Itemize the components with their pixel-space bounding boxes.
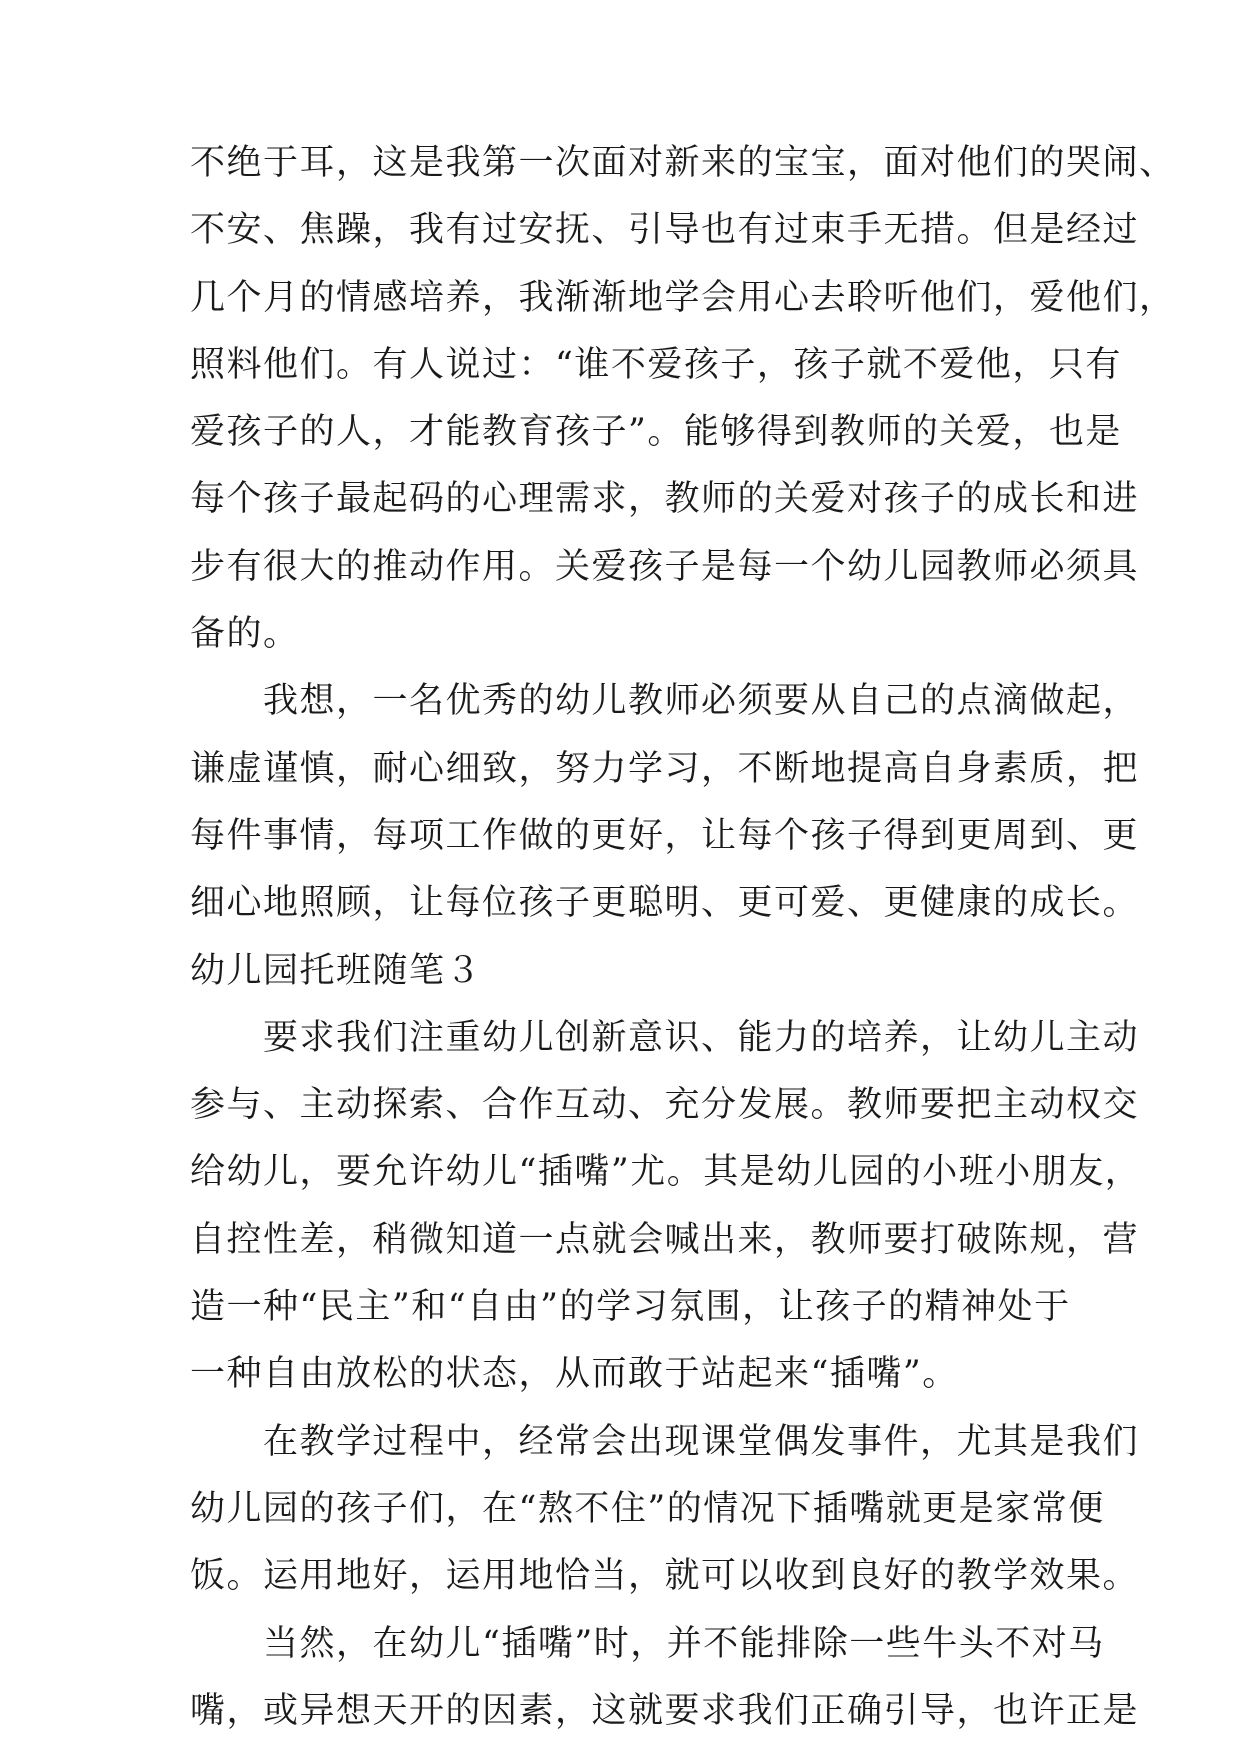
text-line: 步有很大的推动作用。关爱孩子是每一个幼儿园教师必须具 <box>190 546 1140 587</box>
text-line: 几个月的情感培养，我渐渐地学会用心去聆听他们，爱他们， <box>190 277 1176 318</box>
text-line: 每个孩子最起码的心理需求，教师的关爱对孩子的成长和进 <box>190 479 1140 520</box>
text-line: 幼儿园的孩子们，在“熬不住”的情况下插嘴就更是家常便 <box>190 1488 1105 1529</box>
text-line: 参与、主动探索、合作互动、充分发展。教师要把主动权交 <box>190 1085 1140 1126</box>
section-heading: 幼儿园托班随笔３ <box>190 950 483 991</box>
text-line: 备的。 <box>190 614 300 655</box>
text-line: 我想，一名优秀的幼儿教师必须要从自己的点滴做起， <box>190 681 1140 722</box>
text-line: 要求我们注重幼儿创新意识、能力的培养，让幼儿主动 <box>190 1017 1140 1058</box>
text-line: 谦虚谨慎，耐心细致，努力学习，不断地提高自身素质，把 <box>190 748 1140 789</box>
text-line: 一种自由放松的状态，从而敢于站起来“插嘴”。 <box>190 1354 959 1395</box>
text-line: 自控性差，稍微知道一点就会喊出来，教师要打破陈规，营 <box>190 1219 1140 1260</box>
text-line: 饭。运用地好，运用地恰当，就可以收到良好的教学效果。 <box>190 1556 1140 1597</box>
document-body <box>190 130 1176 1745</box>
text-line: 给幼儿，要允许幼儿“插嘴”尤。其是幼儿园的小班小朋友， <box>190 1152 1142 1193</box>
text-line: 不绝于耳，这是我第一次面对新来的宝宝，面对他们的哭闹、 <box>190 143 1176 183</box>
text-line: 不安、焦躁，我有过安抚、引导也有过束手无措。但是经过 <box>190 210 1140 251</box>
text-line: 当然，在幼儿“插嘴”时，并不能排除一些牛头不对马 <box>190 1623 1105 1664</box>
text-line: 照料他们。有人说过：“谁不爱孩子，孩子就不爱他，只有 <box>190 344 1122 385</box>
text-line: 造一种“民主”和“自由”的学习氛围，让孩子的精神处于 <box>190 1287 1071 1328</box>
text-line: 在教学过程中，经常会出现课堂偶发事件，尤其是我们 <box>190 1421 1140 1462</box>
text-line: 爱孩子的人，才能教育孩子”。能够得到教师的关爱，也是 <box>190 412 1122 453</box>
text-line: 嘴，或异想天开的因素，这就要求我们正确引导，也许正是 <box>190 1690 1140 1731</box>
text-line: 细心地照顾，让每位孩子更聪明、更可爱、更健康的成长。 <box>190 883 1140 924</box>
text-line: 每件事情，每项工作做的更好，让每个孩子得到更周到、更 <box>190 815 1140 856</box>
